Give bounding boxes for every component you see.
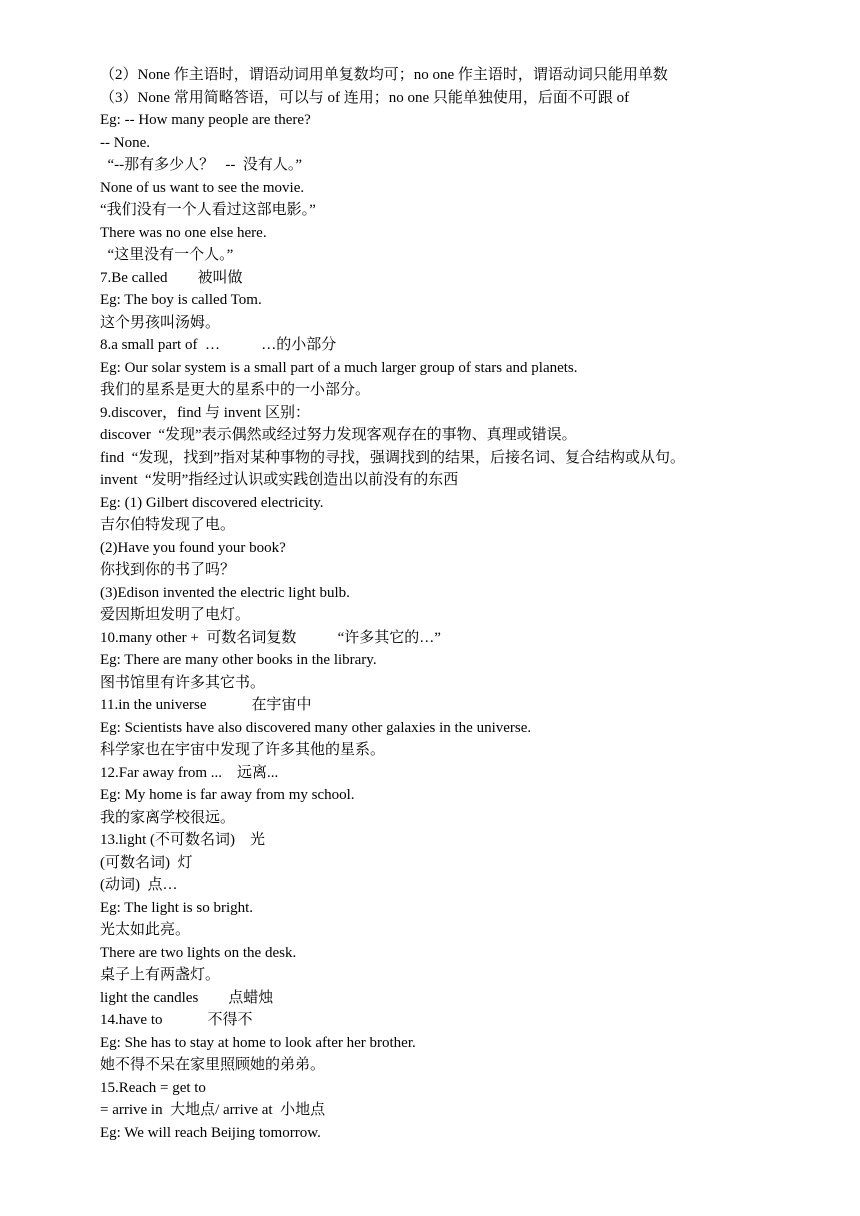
text-line: Eg: The light is so bright. [100, 899, 254, 916]
section-heading: 8.a small part of … …的小部分 [100, 337, 337, 353]
section-heading: 12.Far away from ... 远离... [100, 764, 279, 781]
text-line: 你找到你的书了吗？ [100, 562, 236, 578]
text-line: 这个男孩叫汤姆。 [100, 314, 221, 331]
section-heading: 7.Be called 被叫做 [100, 269, 243, 286]
text-line: find “发现，找到”指对某种事物的寻找，强调找到的结果，后接名词、复合结构或从句。 [100, 449, 685, 466]
text-line: 光太如此亮。 [100, 922, 191, 938]
text-line: Eg: Scientists have also discovered many other galaxies in the universe. [100, 719, 532, 736]
text-line: There are two lights on the desk. [100, 944, 297, 961]
text-line: (3)Edison invented the electric light bulb. [100, 584, 350, 601]
text-line: None of us want to see the movie. [100, 179, 305, 196]
section-heading: 11.in the universe 在宇宙中 [100, 697, 312, 713]
text-line: Eg: (1) Gilbert discovered electricity. [100, 494, 324, 511]
section-heading: 9.discover，find 与 invent 区别： [100, 404, 310, 421]
section-heading: 14.have to 不得不 [100, 1012, 253, 1028]
text-line: (动词) 点… [100, 877, 178, 893]
text-line: （3）None 常用简略答语，可以与 of 连用；no one 只能单独使用，后面不可跟 of [100, 89, 630, 106]
text-line: Eg: The boy is called Tom. [100, 292, 262, 308]
text-line: 图书馆里有许多其它书。 [100, 674, 266, 691]
text-line: light the candles 点蜡烛 [100, 989, 274, 1006]
text-line: “我们没有一个人看过这部电影。” [100, 202, 316, 218]
section-heading: 10.many other + 可数名词复数 “许多其它的…” [100, 629, 441, 646]
text-line: discover “发现”表示偶然或经过努力发现客观存在的事物、真理或错误。 [100, 427, 577, 443]
text-line: Eg: My home is far away from my school. [100, 787, 355, 803]
text-line: 我的家离学校很远。 [100, 809, 236, 826]
text-line: There was no one else here. [100, 224, 267, 241]
text-line: invent “发明”指经过认识或实践创造出以前没有的东西 [100, 472, 459, 488]
text-line: 科学家也在宇宙中发现了许多其他的星系。 [100, 742, 386, 758]
text-line: （2）None 作主语时，谓语动词用单复数均可；no one 作主语时，谓语动词只能用单数 [100, 67, 668, 83]
text-line: = arrive in 大地点/ arrive at 小地点 [100, 1102, 326, 1118]
text-line: Eg: We will reach Beijing tomorrow. [100, 1124, 321, 1141]
text-line: Eg: She has to stay at home to look after her brother. [100, 1034, 416, 1051]
section-heading: 13.light (不可数名词) 光 [100, 832, 265, 848]
text-line: 爱因斯坦发明了电灯。 [100, 607, 251, 623]
text-line: Eg: -- How many people are there? [100, 112, 311, 128]
text-line: 她不得不呆在家里照顾她的弟弟。 [100, 1057, 326, 1073]
section-heading: 15.Reach = get to [100, 1079, 206, 1096]
document-page [100, 64, 840, 1144]
text-line: “这里没有一个人。” [100, 247, 234, 263]
text-line: 我们的星系是更大的星系中的一小部分。 [100, 382, 371, 398]
text-line: (可数名词) 灯 [100, 854, 193, 871]
text-line: (2)Have you found your book? [100, 539, 286, 556]
text-line: Eg: Our solar system is a small part of a much larger group of stars and planets. [100, 359, 578, 376]
text-line: 吉尔伯特发现了电。 [100, 517, 236, 533]
text-line: “--那有多少人？ -- 没有人。” [100, 157, 303, 173]
text-line: 桌子上有两盏灯。 [100, 967, 221, 983]
text-line: Eg: There are many other books in the library. [100, 652, 377, 668]
text-line: -- None. [100, 134, 150, 151]
